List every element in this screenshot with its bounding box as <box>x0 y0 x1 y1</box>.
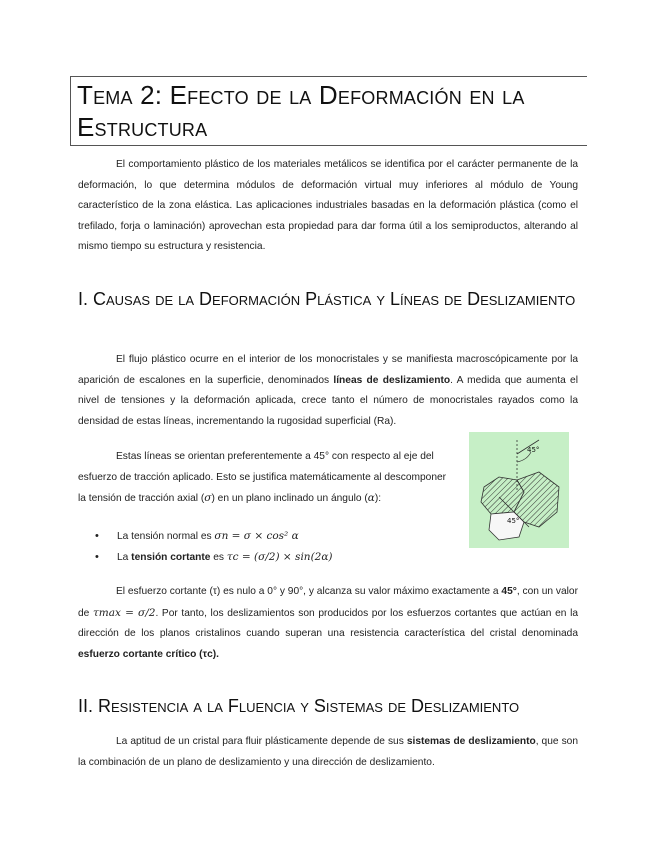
max-shear-formula: τmax = σ/2 <box>92 606 156 619</box>
section1-p2-line3a: la tensión de tracción axial ( <box>78 493 205 505</box>
section1-p3-text-c: . Por tanto, los deslizamientos son producidos por los esfuerzos cortantes que actúan en la dirección de los planos cristalinos cuando superan una resistencia característica del cristal denominada <box>78 607 578 640</box>
slip-plane-diagram <box>469 432 569 548</box>
section1-p2-line3b: ) en un plano inclinado un ángulo ( <box>211 493 368 505</box>
slip-lines-term: líneas de deslizamiento <box>333 374 451 386</box>
section1-p3-text-b: , con un valor de <box>78 586 578 619</box>
section2-p1-text-b: , que son la combinación de un plano de deslizamiento y una dirección de deslizamiento. <box>78 736 578 768</box>
shear-stress-label-b: es <box>210 552 227 563</box>
section1-p1-text-b: . A medida que aumenta el nivel de tensiones y la deformación aplicada, crece tanto el número de monocristales rayados como la densidad de estas líneas, incrementando la rugosidad superficial (Ra). <box>78 374 578 427</box>
normal-stress-formula: σn = σ × cos² α <box>214 530 299 542</box>
section1-p2-line1: Estas líneas se orientan preferentemente a 45° con respecto al eje del <box>116 451 434 462</box>
slip-systems-term: sistemas de deslizamiento <box>406 736 536 747</box>
section1-paragraph-2 <box>78 447 460 510</box>
section1-p2-line2: esfuerzo de tracción aplicado. Esto se justifica matemáticamente al descomponer <box>78 471 447 483</box>
section2-heading: II. Resistencia a la Fluencia y Sistemas de Deslizamiento <box>78 696 520 716</box>
intro-text: El comportamiento plástico de los materiales metálicos se identifica por el carácter permanente de la deformación, lo que determina módulos de deformación virtual muy inferiores al módulo de Young característico de la zona elástica. Las aplicaciones industriales basadas en la deformación plástica (como el trefilado, forja o laminación) aprovechan esta propiedad para dar forma útil a los semiproductos, alterando al mismo tiempo su estructura y resistencia. <box>78 159 578 253</box>
angle-label-left: 45° <box>507 517 520 525</box>
section2-p1-text-a: La aptitud de un cristal para fluir plásticamente depende de sus <box>116 736 407 747</box>
page-title: Tema 2: Efecto de la Deformación en la Estructura <box>77 80 525 142</box>
list-item-normal-stress <box>95 526 333 547</box>
slip-plane-figure <box>469 432 569 548</box>
normal-stress-label: La tensión normal es <box>117 531 215 542</box>
angle-label-top: 45° <box>527 446 540 454</box>
shear-stress-label-a: La <box>117 552 132 563</box>
section1-paragraph-1 <box>78 350 578 432</box>
alpha-symbol: α <box>367 492 375 505</box>
section1-paragraph-3 <box>78 582 578 665</box>
shear-stress-term: tensión cortante <box>131 552 211 563</box>
section1-p2-line3c: ): <box>374 493 382 505</box>
title-block <box>70 76 587 146</box>
section1-heading: I. Causas de la Deformación Plástica y Líneas de Deslizamiento <box>78 289 576 309</box>
intro-paragraph <box>78 155 578 258</box>
max-shear-angle: 45° <box>501 586 517 597</box>
section1-p1-text-a: El flujo plástico ocurre en el interior de los monocristales y se manifiesta macroscópicamente por la aparición de escalones en la superficie, denominados <box>78 354 578 386</box>
shear-stress-formula: τc = (σ/2) × sin(2α) <box>226 551 333 563</box>
section1-p3-text-a: El esfuerzo cortante (τ) es nulo a 0° y 90°, y alcanza su valor máximo exactamente a <box>116 586 502 597</box>
stress-formula-list <box>95 526 333 568</box>
section2-paragraph-1 <box>78 732 578 773</box>
critical-shear-term: esfuerzo cortante crítico (τc). <box>78 648 219 660</box>
sigma-symbol: σ <box>204 492 212 505</box>
list-item-shear-stress <box>95 547 333 568</box>
